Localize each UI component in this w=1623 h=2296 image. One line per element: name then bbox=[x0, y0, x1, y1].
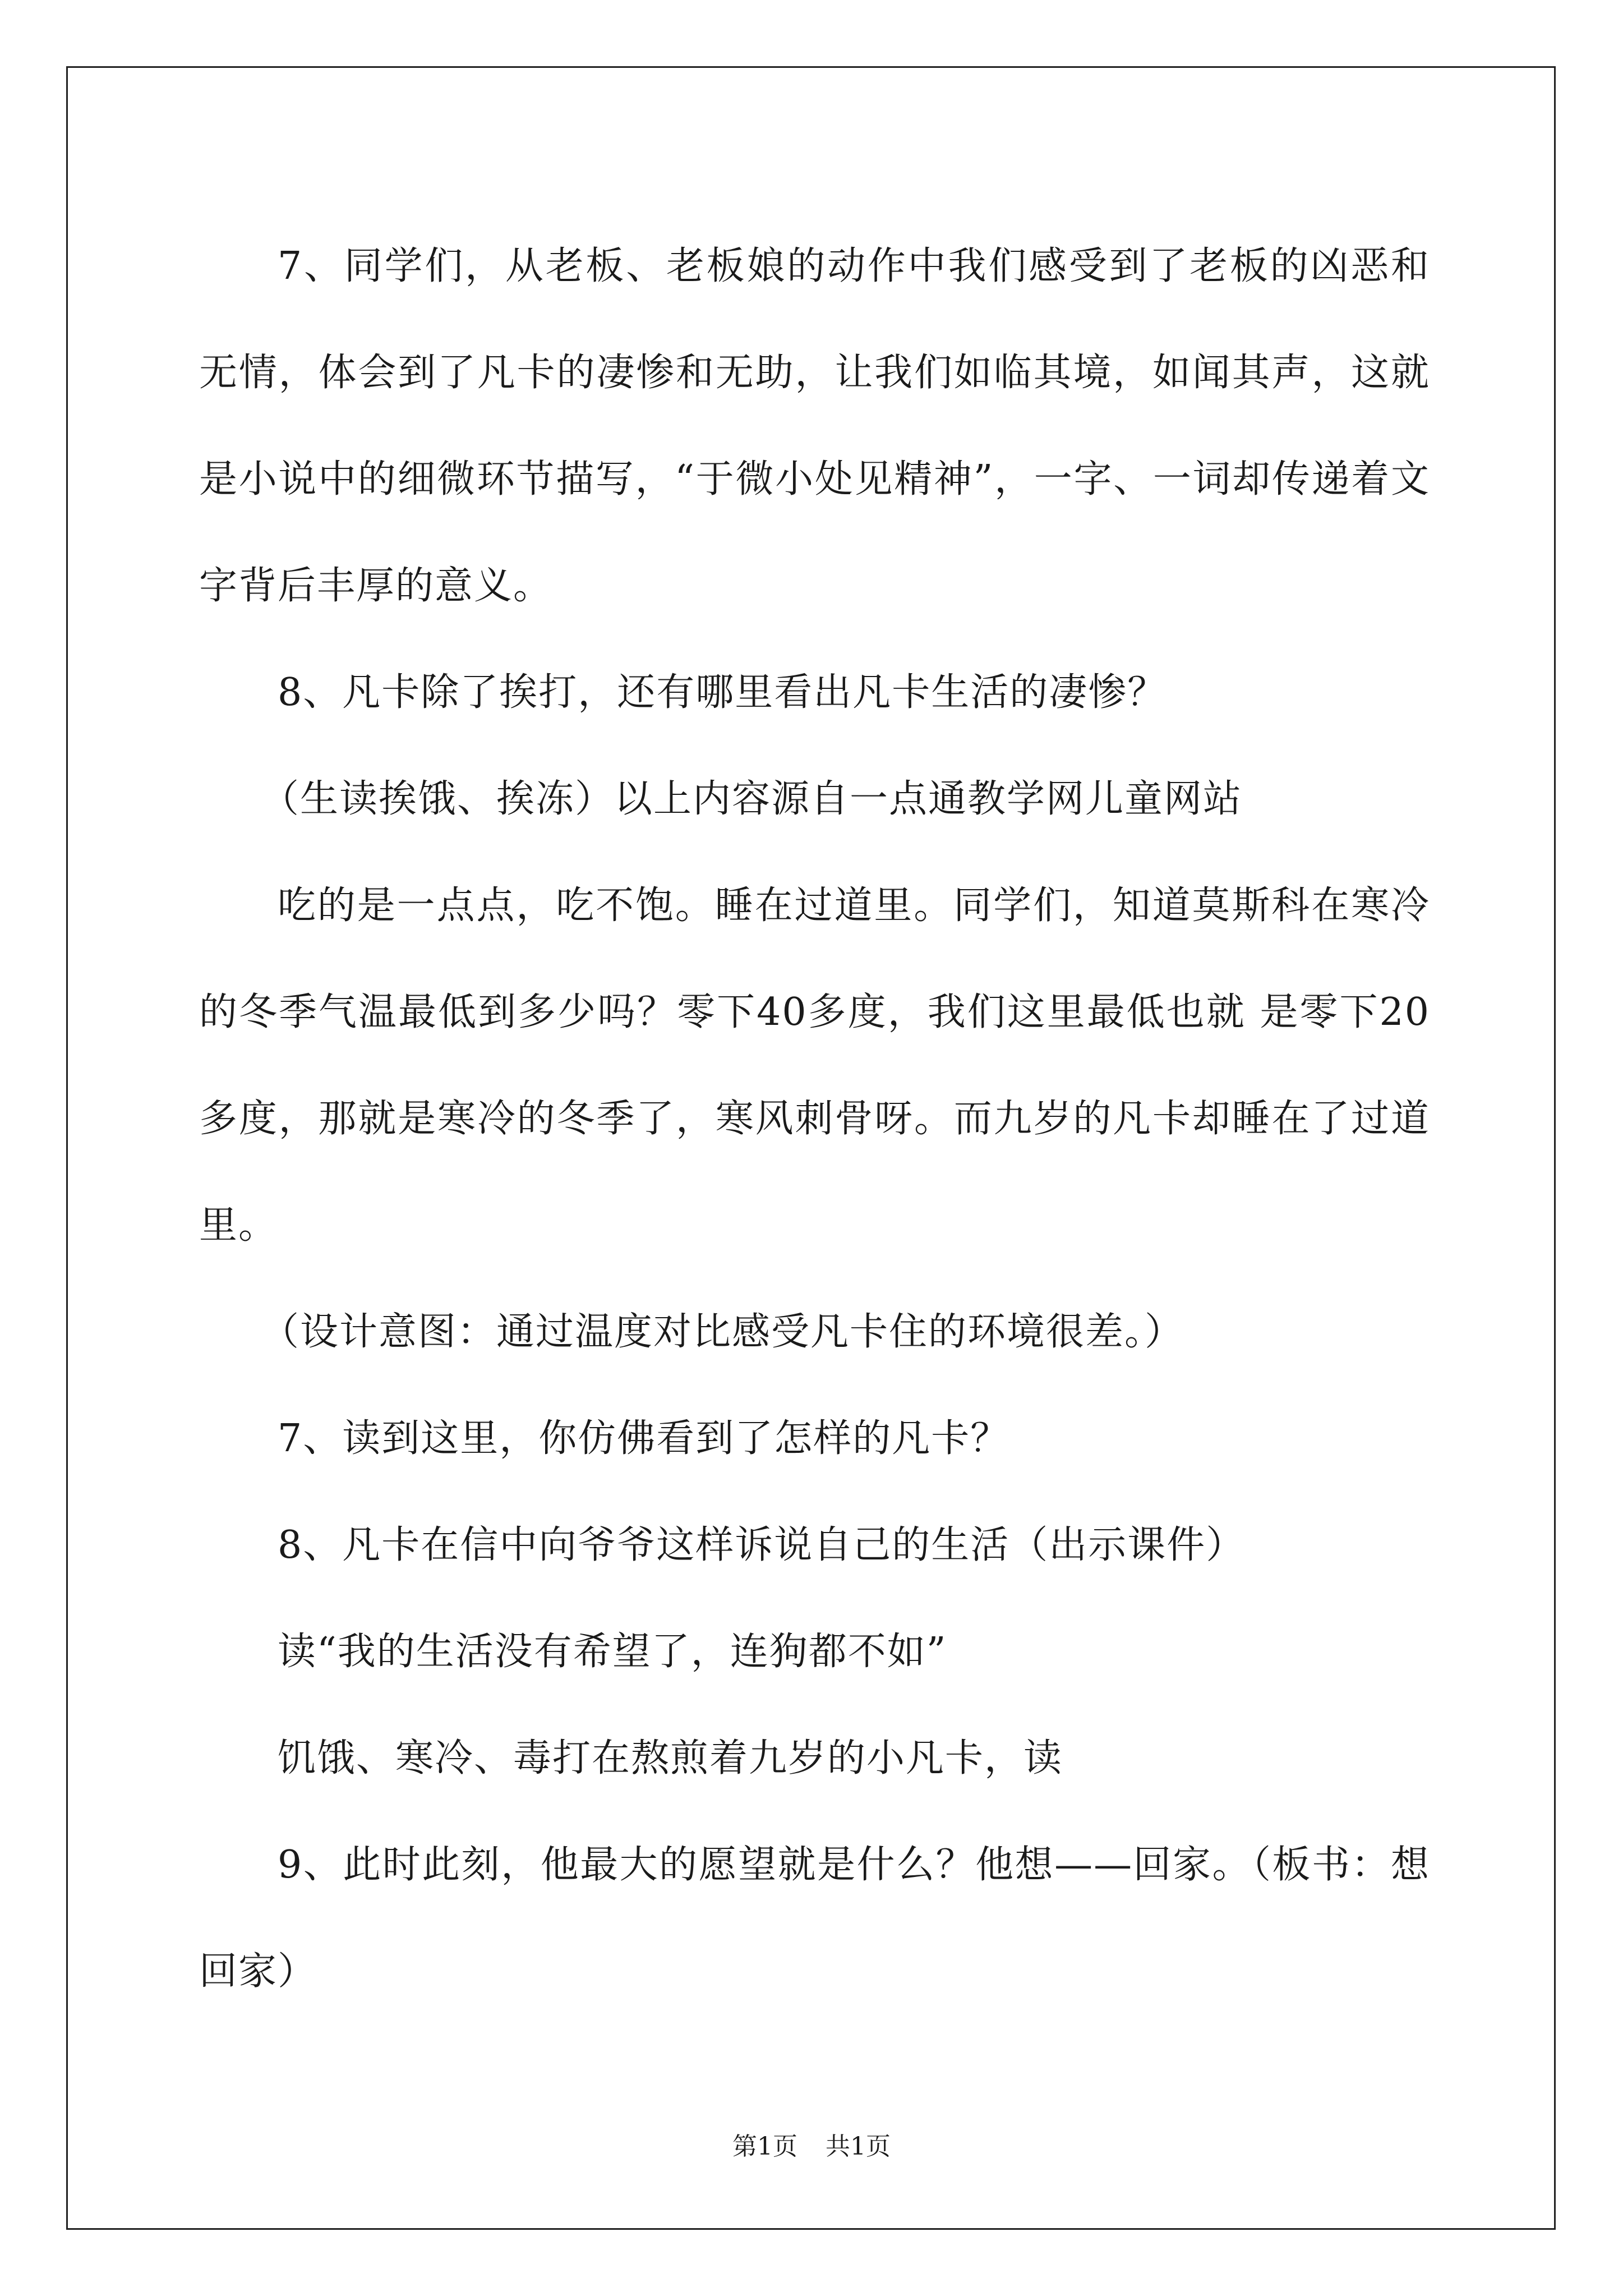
paragraph-5: （设计意图：通过温度对比感受凡卡住的环境很差。） bbox=[261, 1310, 1184, 1354]
paragraph-9: 饥饿、寒冷、毒打在熬煎着九岁的小凡卡，读 bbox=[278, 1736, 1063, 1780]
paragraph-6: 7、读到这里，你仿佛看到了怎样的凡卡？ bbox=[278, 1416, 1010, 1461]
page-footer bbox=[0, 2126, 1623, 2162]
document-body bbox=[199, 213, 1430, 2025]
paragraph-1: 7、同学们，从老板、老板娘的动作中我们感受到了老板的凶恶和无情，体会到了凡卡的凄惨和无助，让我们如临其境，如闻其声，这就是小说中的细微环节描写，“于微小处见精神”，一字、一词却传递着文字背后丰厚的意义。 bbox=[199, 244, 1430, 608]
paragraph-7: 8、凡卡在信中向爷爷这样诉说自己的生活（出示课件） bbox=[278, 1523, 1246, 1567]
paragraph-8: 读“我的生活没有希望了，连狗都不如” bbox=[278, 1630, 947, 1674]
paragraph-10: 9、此时此刻，他最大的愿望就是什么？他想——回家。（板书：想回家） bbox=[199, 1843, 1430, 1994]
paragraph-3: （生读挨饿、挨冻）以上内容源自一点通教学网儿童网站 bbox=[261, 777, 1243, 821]
page-total: 共1页 bbox=[826, 2132, 891, 2161]
page-number: 第1页 bbox=[732, 2132, 797, 2161]
paragraph-2: 8、凡卡除了挨打，还有哪里看出凡卡生活的凄惨？ bbox=[278, 670, 1167, 715]
paragraph-4: 吃的是一点点，吃不饱。睡在过道里。同学们，知道莫斯科在寒冷的冬季气温最低到多少吗？零下40多度，我们这里最低也就 是零下20多度，那就是寒冷的冬季了，寒风刺骨呀。而九岁的凡卡却睡在了过道里。 bbox=[199, 884, 1430, 1248]
